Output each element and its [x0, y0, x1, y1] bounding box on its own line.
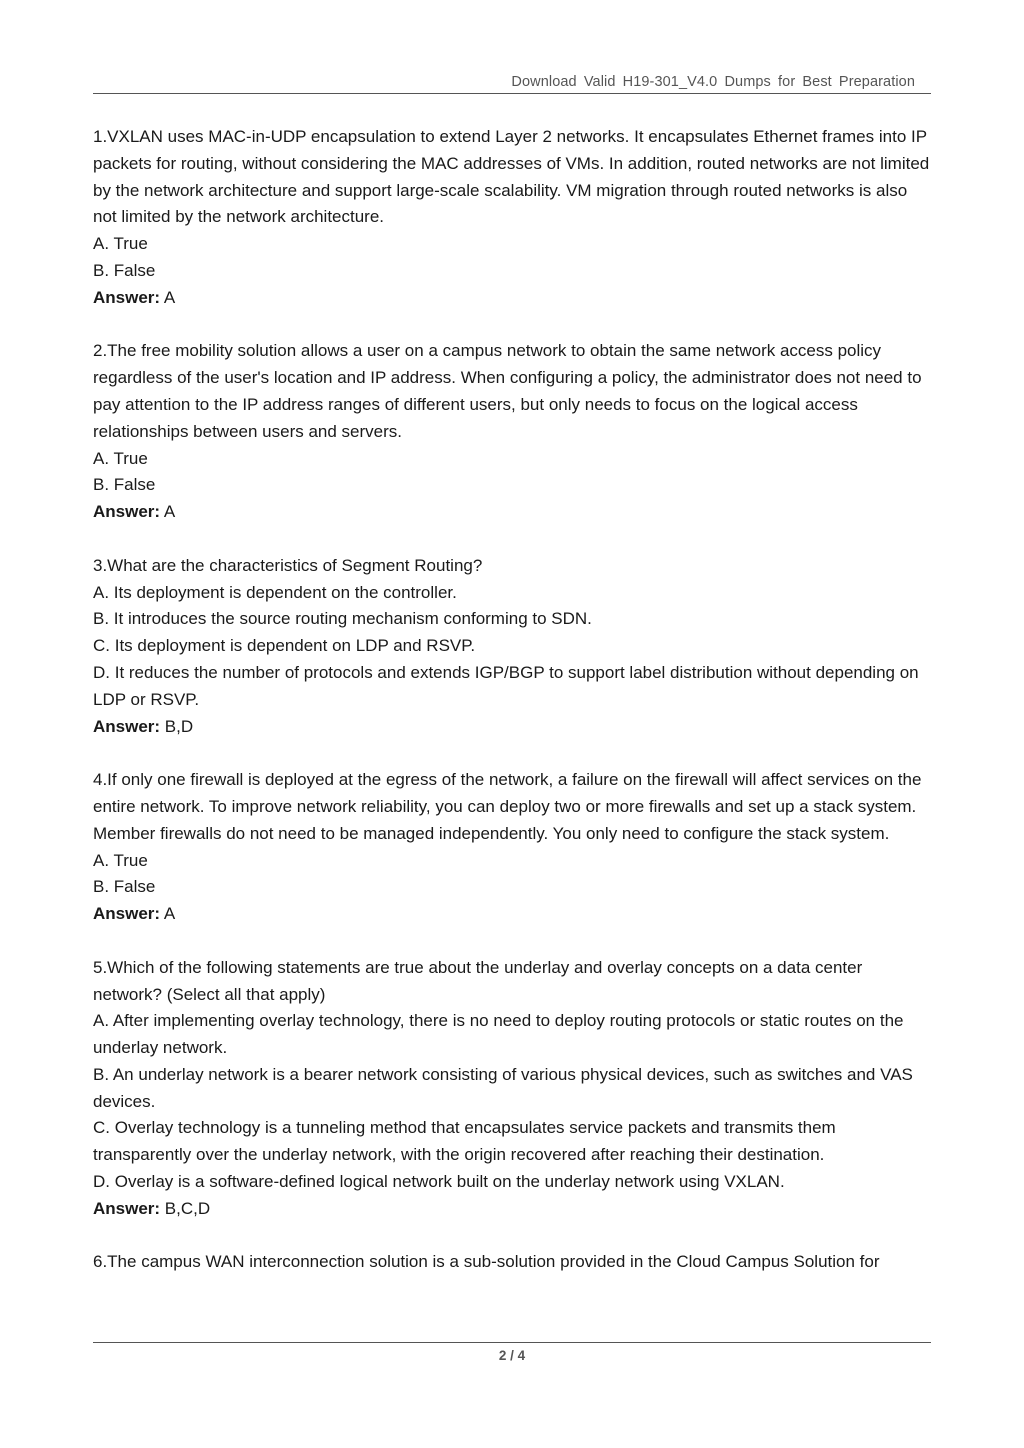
- answer-value: B,C,D: [160, 1198, 211, 1218]
- option-a: A. True: [93, 448, 148, 468]
- option-b: B. False: [93, 475, 156, 495]
- answer-line: [93, 901, 935, 928]
- question-list: [93, 124, 935, 1303]
- option-b: B. An underlay network is a bearer network consisting of various physical devices, such as switches and VAS devices.: [93, 1064, 913, 1111]
- option-b: B. False: [93, 877, 156, 897]
- question-text: 5.Which of the following statements are true about the underlay and overlay concepts on a data center network? (Select all that apply): [93, 957, 863, 1004]
- option-c: C. Overlay technology is a tunneling method that encapsulates service packets and transmits them transparently over the underlay network, with the origin recovered after reaching their destination.: [93, 1118, 836, 1165]
- question-text: 4.If only one firewall is deployed at the egress of the network, a failure on the firewall will affect services on the entire network. To improve network reliability, you can deploy two or more firewalls and set up a stack system. Member firewalls do not need to be managed independently. You only need to configure the stack system.: [93, 770, 922, 843]
- answer-line: [93, 499, 935, 526]
- answer-label: Answer:: [93, 904, 161, 924]
- answer-value: A: [160, 287, 176, 307]
- question-text: 6.The campus WAN interconnection solution is a sub-solution provided in the Cloud Campus Solution for: [93, 1252, 880, 1272]
- answer-line: [93, 714, 935, 741]
- page-footer: [93, 1342, 931, 1363]
- option-a: A. Its deployment is dependent on the controller.: [93, 582, 457, 602]
- option-b: B. False: [93, 260, 156, 280]
- answer-value: A: [160, 904, 176, 924]
- header-title: Download Valid H19-301_V4.0 Dumps for Best Preparation: [511, 74, 915, 90]
- question-text: 2.The free mobility solution allows a user on a campus network to obtain the same network access policy regardless of the user's location and IP address. When configuring a policy, the administrator does not need to pay attention to the IP address ranges of different users, but only needs to focus on the logical access relationships between users and servers.: [93, 341, 922, 441]
- answer-label: Answer:: [93, 502, 161, 522]
- question-5: [93, 955, 935, 1223]
- answer-label: Answer:: [93, 1198, 161, 1218]
- option-c: C. Its deployment is dependent on LDP and RSVP.: [93, 636, 476, 656]
- option-a: A. True: [93, 850, 148, 870]
- answer-label: Answer:: [93, 716, 161, 736]
- question-text: 3.What are the characteristics of Segment Routing?: [93, 555, 483, 575]
- question-6: [93, 1249, 935, 1276]
- question-1: [93, 124, 935, 312]
- answer-line: [93, 285, 935, 312]
- page-header: [93, 72, 931, 94]
- answer-value: B,D: [160, 716, 194, 736]
- answer-value: A: [160, 502, 176, 522]
- option-a: A. True: [93, 234, 148, 254]
- answer-line: [93, 1196, 935, 1223]
- question-text: 1.VXLAN uses MAC-in-UDP encapsulation to extend Layer 2 networks. It encapsulates Ethernet frames into IP packets for routing, without considering the MAC addresses of VMs. In addition, routed networks are not limited by the network architecture and support large-scale scalability. VM migration through routed networks is also not limited by the network architecture.: [93, 127, 930, 227]
- question-2: [93, 338, 935, 526]
- option-d: D. It reduces the number of protocols and extends IGP/BGP to support label distribution without depending on LDP or RSVP.: [93, 662, 919, 709]
- option-d: D. Overlay is a software-defined logical network built on the underlay network using VXLAN.: [93, 1172, 785, 1192]
- answer-label: Answer:: [93, 287, 161, 307]
- option-a: A. After implementing overlay technology, there is no need to deploy routing protocols or static routes on the underlay network.: [93, 1011, 904, 1058]
- question-3: [93, 553, 935, 741]
- question-4: [93, 767, 935, 928]
- option-b: B. It introduces the source routing mechanism conforming to SDN.: [93, 609, 592, 629]
- page-number: 2 / 4: [498, 1348, 526, 1363]
